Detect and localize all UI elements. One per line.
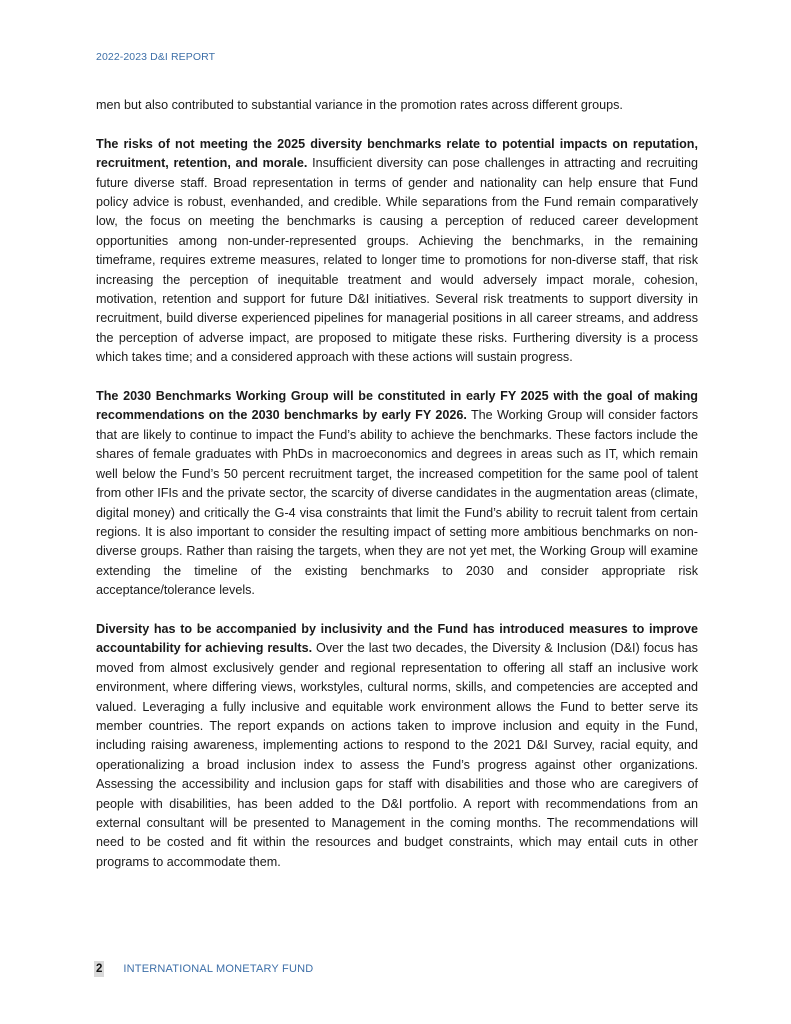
paragraph bbox=[96, 96, 698, 115]
paragraph-lead: The 2030 Benchmarks Working Group will be constituted in early FY 2025 with the goal of making recommendations on the 2030 benchmarks by early FY 2026. bbox=[96, 389, 698, 423]
paragraph bbox=[96, 620, 698, 872]
paragraph-lead: The risks of not meeting the 2025 diversity benchmarks relate to potential impacts on reputation, recruitment, retention, and morale. bbox=[96, 136, 698, 171]
paragraph-text: men but also contributed to substantial variance in the promotion rates across different groups. bbox=[96, 98, 623, 112]
page-number: 2 bbox=[96, 963, 103, 975]
paragraph-lead: Diversity has to be accompanied by inclusivity and the Fund has introduced measures to improve accountability for achieving results. bbox=[96, 621, 698, 656]
paragraph-text: Over the last two decades, the Diversity & Inclusion (D&I) focus has moved from almost exclusively gender and regional representation to offering all staff an inclusive work environment, where differing views, workstyles, cultural norms, skills, and competencies are accepted and valued. Leveraging a fully inclusive and equitable work environment allows the Fund to better serve its member countries. The report expands on actions taken to improve inclusion and equity in the Fund, including raising awareness, implementing actions to respond to the 2021 D&I Survey, racial equity, and operationalizing a broad inclusion index to assess the Fund’s progress against other organizations. Assessing the accessibility and inclusion gaps for staff with disabilities and those who are caregivers of people with disabilities, has been added to the D&I portfolio. A report with recommendations from an external consultant will be presented to Management in the coming months. The recommendations will need to be costed and fit within the resources and budget constraints, which may entail cuts in other programs to accommodate them. bbox=[96, 641, 698, 869]
paragraph-text: Insufficient diversity can pose challenges in attracting and recruiting future diverse staff. Broad representation in terms of gender and nationality can help ensure that Fund policy advice is robust, evenhanded, and credible. While separations from the Fund remain comparatively low, the focus on meeting the benchmarks is causing a perception of reduced career development opportunities among non-under-represented groups. Achieving the benchmarks, in the remaining timeframe, requires extreme measures, related to longer time to promotions for non-diverse staff, that risk increasing the perception of inequitable treatment and would adversely impact morale, cohesion, motivation, retention and support for future D&I initiatives. Several risk treatments to support diversity in recruitment, build diverse experienced pipelines for managerial positions in all career streams, and address the perception of adverse impact, are proposed to mitigate these risks. Furthering diversity is a process which takes time; and a considered approach with these actions will sustain progress. bbox=[96, 156, 698, 365]
paragraph-text: The Working Group will consider factors that are likely to continue to impact the Fund’s ability to achieve the benchmarks. These factors include the shares of female graduates with PhDs in macroeconomics and degrees in areas such as IT, which remain well below the Fund’s 50 percent recruitment target, the increased competition for the same pool of talent from other IFIs and the private sector, the scarcity of diverse candidates in the augmentation areas (climate, digital money) and critically the G-4 visa constraints that limit the Fund’s ability to recruit talent from certain regions. It is also important to consider the resulting impact of setting more ambitious benchmarks on non-diverse groups. Rather than raising the targets, when they are not yet met, the Working Group will examine extending the timeline of the existing benchmarks to 2030 and consider appropriate risk acceptance/tolerance levels. bbox=[96, 408, 699, 598]
paragraph bbox=[96, 135, 698, 368]
page-footer bbox=[94, 961, 313, 977]
footer-organization: INTERNATIONAL MONETARY FUND bbox=[123, 963, 314, 975]
paragraph bbox=[96, 387, 698, 600]
running-header: 2022-2023 D&I REPORT bbox=[96, 51, 216, 63]
body-text bbox=[96, 96, 698, 892]
